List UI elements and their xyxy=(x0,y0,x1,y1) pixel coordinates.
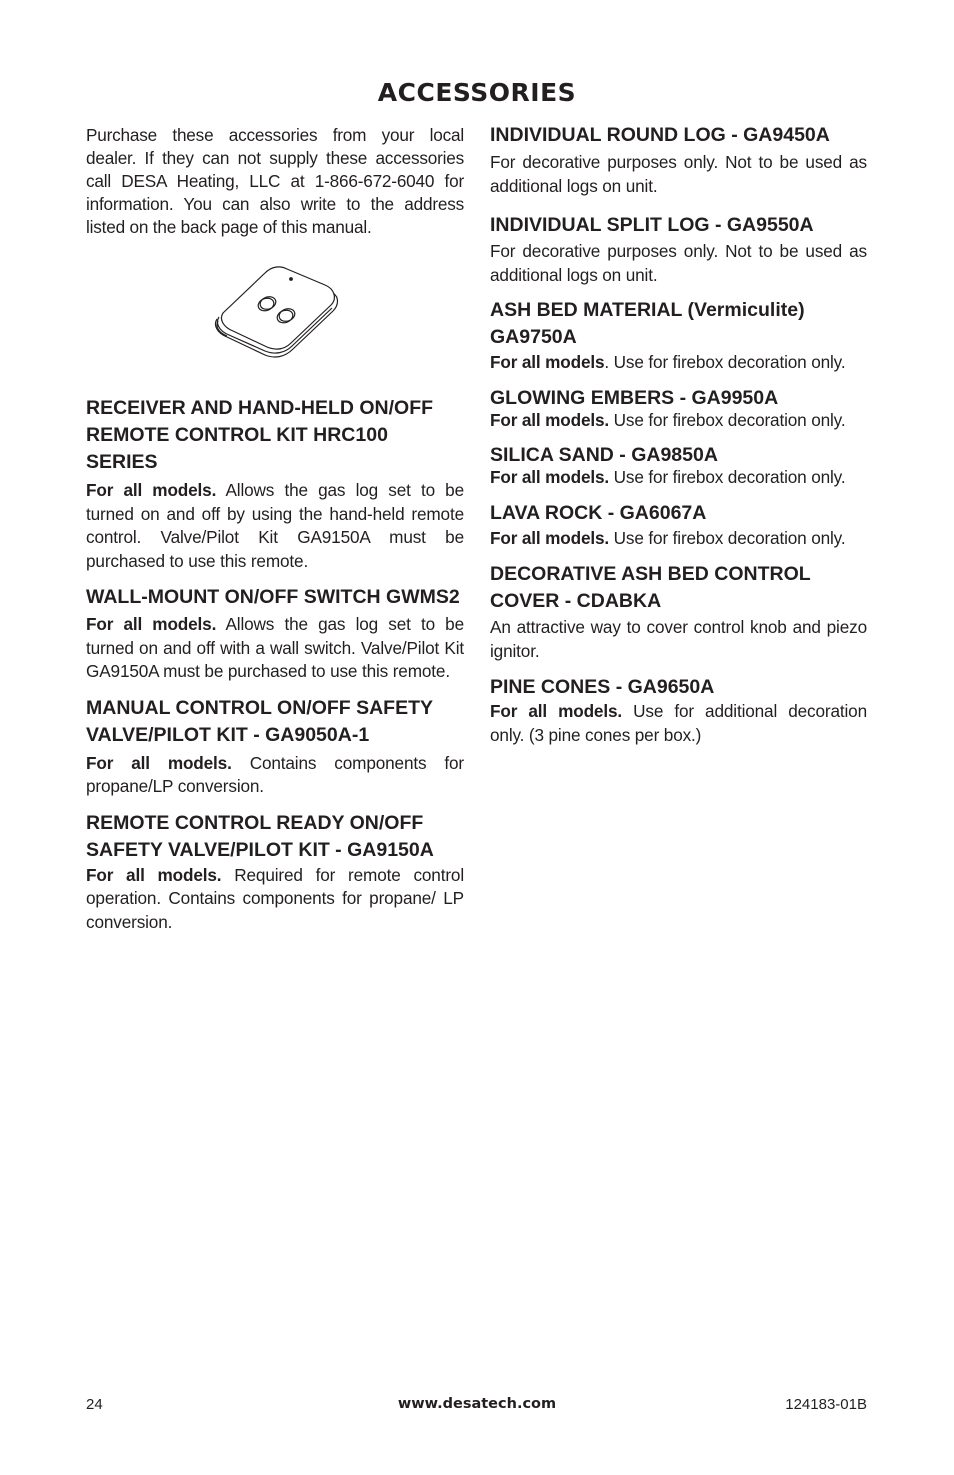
section-wall-mount-switch xyxy=(86,584,464,684)
body-text: Allows the gas log set to be turned on and off with a wall switch. Valve/Pilot Kit GA9150A must be purchased to use this remote. xyxy=(86,614,465,681)
lead-label: For all models. xyxy=(490,527,610,548)
section-glowing-embers xyxy=(490,385,867,433)
page-number: 24 xyxy=(86,1396,103,1413)
lead-label: For all models. xyxy=(86,480,217,500)
lead-label: For all models. xyxy=(490,701,623,721)
section-heading: REMOTE CONTROL READY ON/OFF SAFETY VALVE/PILOT KIT - GA9150A xyxy=(86,811,434,861)
lead-label: For all models. xyxy=(86,864,222,885)
section-heading: GLOWING EMBERS - GA9950A xyxy=(490,386,779,409)
website-link[interactable]: www.desatech.com xyxy=(397,1396,557,1412)
section-manual-control-kit xyxy=(86,695,464,799)
section-heading: ASH BED MATERIAL (Vermiculite) GA9750A xyxy=(490,299,805,348)
section-body xyxy=(86,752,464,799)
body-text: Required for remote control operation. Contains components for propane/ LP conversion. xyxy=(86,864,464,932)
section-body xyxy=(490,700,867,747)
lead-label: For all models. xyxy=(490,467,610,487)
remote-control-icon xyxy=(205,259,345,369)
lead-label: For all models xyxy=(490,352,605,372)
section-heading: PINE CONES - GA9650A xyxy=(490,676,715,698)
section-body xyxy=(490,466,867,490)
body-text: Contains components for propane/LP conversion. xyxy=(86,752,464,796)
section-body xyxy=(490,409,867,433)
body-text: Use for firebox decoration only. xyxy=(609,467,846,487)
lead-label: For all models. xyxy=(490,409,610,430)
right-column xyxy=(490,122,867,747)
body-text: For decorative purposes only. Not to be used as additional logs on unit. xyxy=(490,152,867,196)
left-column xyxy=(86,122,464,934)
document-number: 124183-01B xyxy=(785,1396,867,1413)
section-body xyxy=(86,613,464,684)
lead-label: For all models. xyxy=(86,752,232,773)
body-text: An attractive way to cover control knob and piezo ignitor. xyxy=(490,617,867,661)
section-body xyxy=(86,864,464,935)
remote-control-figure xyxy=(86,259,464,375)
section-heading: MANUAL CONTROL ON/OFF SAFETY VALVE/PILOT KIT - GA9050A-1 xyxy=(86,696,433,746)
section-heading: DECORATIVE ASH BED CONTROL COVER - CDABKA xyxy=(490,563,811,612)
section-lava-rock xyxy=(490,500,867,551)
section-heading: SILICA SAND - GA9850A xyxy=(490,444,718,466)
left-sections xyxy=(86,395,464,934)
body-text: Use for additional decoration only. (3 pine cones per box.) xyxy=(490,701,868,745)
section-heading: INDIVIDUAL SPLIT LOG - GA9550A xyxy=(490,214,814,236)
section-heading: LAVA ROCK - GA6067A xyxy=(490,501,707,524)
section-body xyxy=(490,240,867,287)
body-text: For decorative purposes only. Not to be used as additional logs on unit. xyxy=(490,241,867,285)
intro-paragraph: Purchase these accessories from your local dealer. If they can not supply these accessories call DESA Heating, LLC at 1-866-672-6040 for information. You can also write to the address listed on the back page of this manual. xyxy=(86,125,464,237)
section-silica-sand xyxy=(490,442,867,490)
section-split-log xyxy=(490,212,867,287)
lead-label: For all models. xyxy=(86,614,217,634)
section-body xyxy=(490,616,867,663)
section-heading: WALL-MOUNT ON/OFF SWITCH GWMS2 xyxy=(86,586,460,608)
section-body xyxy=(490,151,867,198)
body-text: . Use for firebox decoration only. xyxy=(604,352,846,372)
section-heading: INDIVIDUAL ROUND LOG - GA9450A xyxy=(490,124,830,146)
page-title: ACCESSORIES xyxy=(377,78,577,107)
section-remote-ready-kit xyxy=(86,810,464,935)
section-body xyxy=(490,527,867,551)
section-pine-cones xyxy=(490,674,867,747)
section-body xyxy=(490,351,867,375)
body-text: Use for firebox decoration only. xyxy=(609,527,846,548)
section-heading: RECEIVER AND HAND-HELD ON/OFF REMOTE CONTROL KIT HRC100 SERIES xyxy=(86,397,434,473)
section-ash-bed-material xyxy=(490,297,867,375)
section-round-log xyxy=(490,122,867,198)
section-body xyxy=(86,479,464,573)
section-ash-bed-control-cover xyxy=(490,561,867,663)
body-text: Allows the gas log set to be turned on and off by using the hand-held remote control. Valve/Pilot Kit GA9150A must be purchased to use this remote. xyxy=(86,480,465,571)
section-receiver-remote-kit xyxy=(86,395,464,573)
body-text: Use for firebox decoration only. xyxy=(609,409,846,430)
